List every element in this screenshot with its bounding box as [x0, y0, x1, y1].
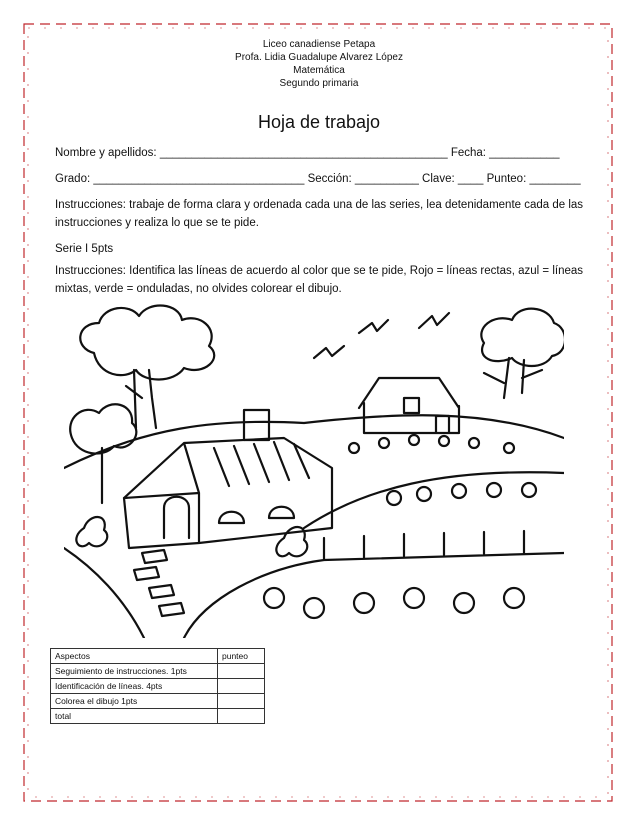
series-title: Serie I 5pts	[55, 243, 114, 255]
table-row	[51, 709, 265, 724]
bird-icon	[359, 320, 388, 333]
bird-icon	[314, 346, 344, 358]
teacher-name: Profa. Lidia Guadalupe Alvarez López	[235, 52, 403, 63]
bird-icon	[419, 313, 449, 328]
table-header-row	[51, 649, 265, 664]
subject-name: Matemática	[293, 65, 345, 76]
school-name: Liceo canadiense Petapa	[262, 39, 376, 50]
name-date-field: Nombre y apellidos: _____________________________________________ Fecha: ___________	[55, 147, 560, 159]
hill-front	[304, 472, 564, 528]
back-house	[359, 378, 459, 433]
score-cell[interactable]	[218, 664, 265, 679]
main-house	[124, 438, 332, 548]
stones	[134, 550, 184, 616]
aspect-cell: Colorea el dibujo 1pts	[51, 694, 218, 709]
page-title: Hoja de trabajo	[257, 112, 381, 132]
column-header-aspects: Aspectos	[51, 649, 218, 664]
hill-back	[64, 415, 564, 468]
tree-left	[70, 404, 136, 503]
cloud-right	[481, 309, 564, 366]
series-instructions: Instrucciones: Identifica las líneas de acuerdo al color que se te pide, Rojo = líneas rectas, azul = líneas mixtas, verde = onduladas, no olvides colorear el dibujo.	[55, 265, 584, 295]
window	[219, 507, 294, 523]
school-header	[0, 38, 638, 90]
aspect-cell: Seguimiento de instrucciones. 1pts	[51, 664, 218, 679]
grade-level: Segundo primaria	[279, 78, 359, 89]
grade-section-field: Grado: _________________________________ Sección: __________ Clave: ____ Punteo: ________	[55, 173, 581, 185]
table-row	[51, 694, 265, 709]
door	[164, 497, 189, 538]
rubric-table	[50, 648, 265, 724]
cloud-left	[80, 305, 214, 379]
score-cell[interactable]	[218, 679, 265, 694]
table-row	[51, 679, 265, 694]
score-cell[interactable]	[218, 709, 265, 724]
aspect-cell: total	[51, 709, 218, 724]
score-cell[interactable]	[218, 694, 265, 709]
general-instructions: Instrucciones: trabaje de forma clara y ordenada cada una de las series, lea detenidamente cada de las instrucciones y realiza lo que se te pide.	[55, 199, 584, 229]
column-header-score: punteo	[218, 649, 265, 664]
aspect-cell: Identificación de líneas. 4pts	[51, 679, 218, 694]
coloring-drawing	[64, 298, 564, 638]
table-row	[51, 664, 265, 679]
